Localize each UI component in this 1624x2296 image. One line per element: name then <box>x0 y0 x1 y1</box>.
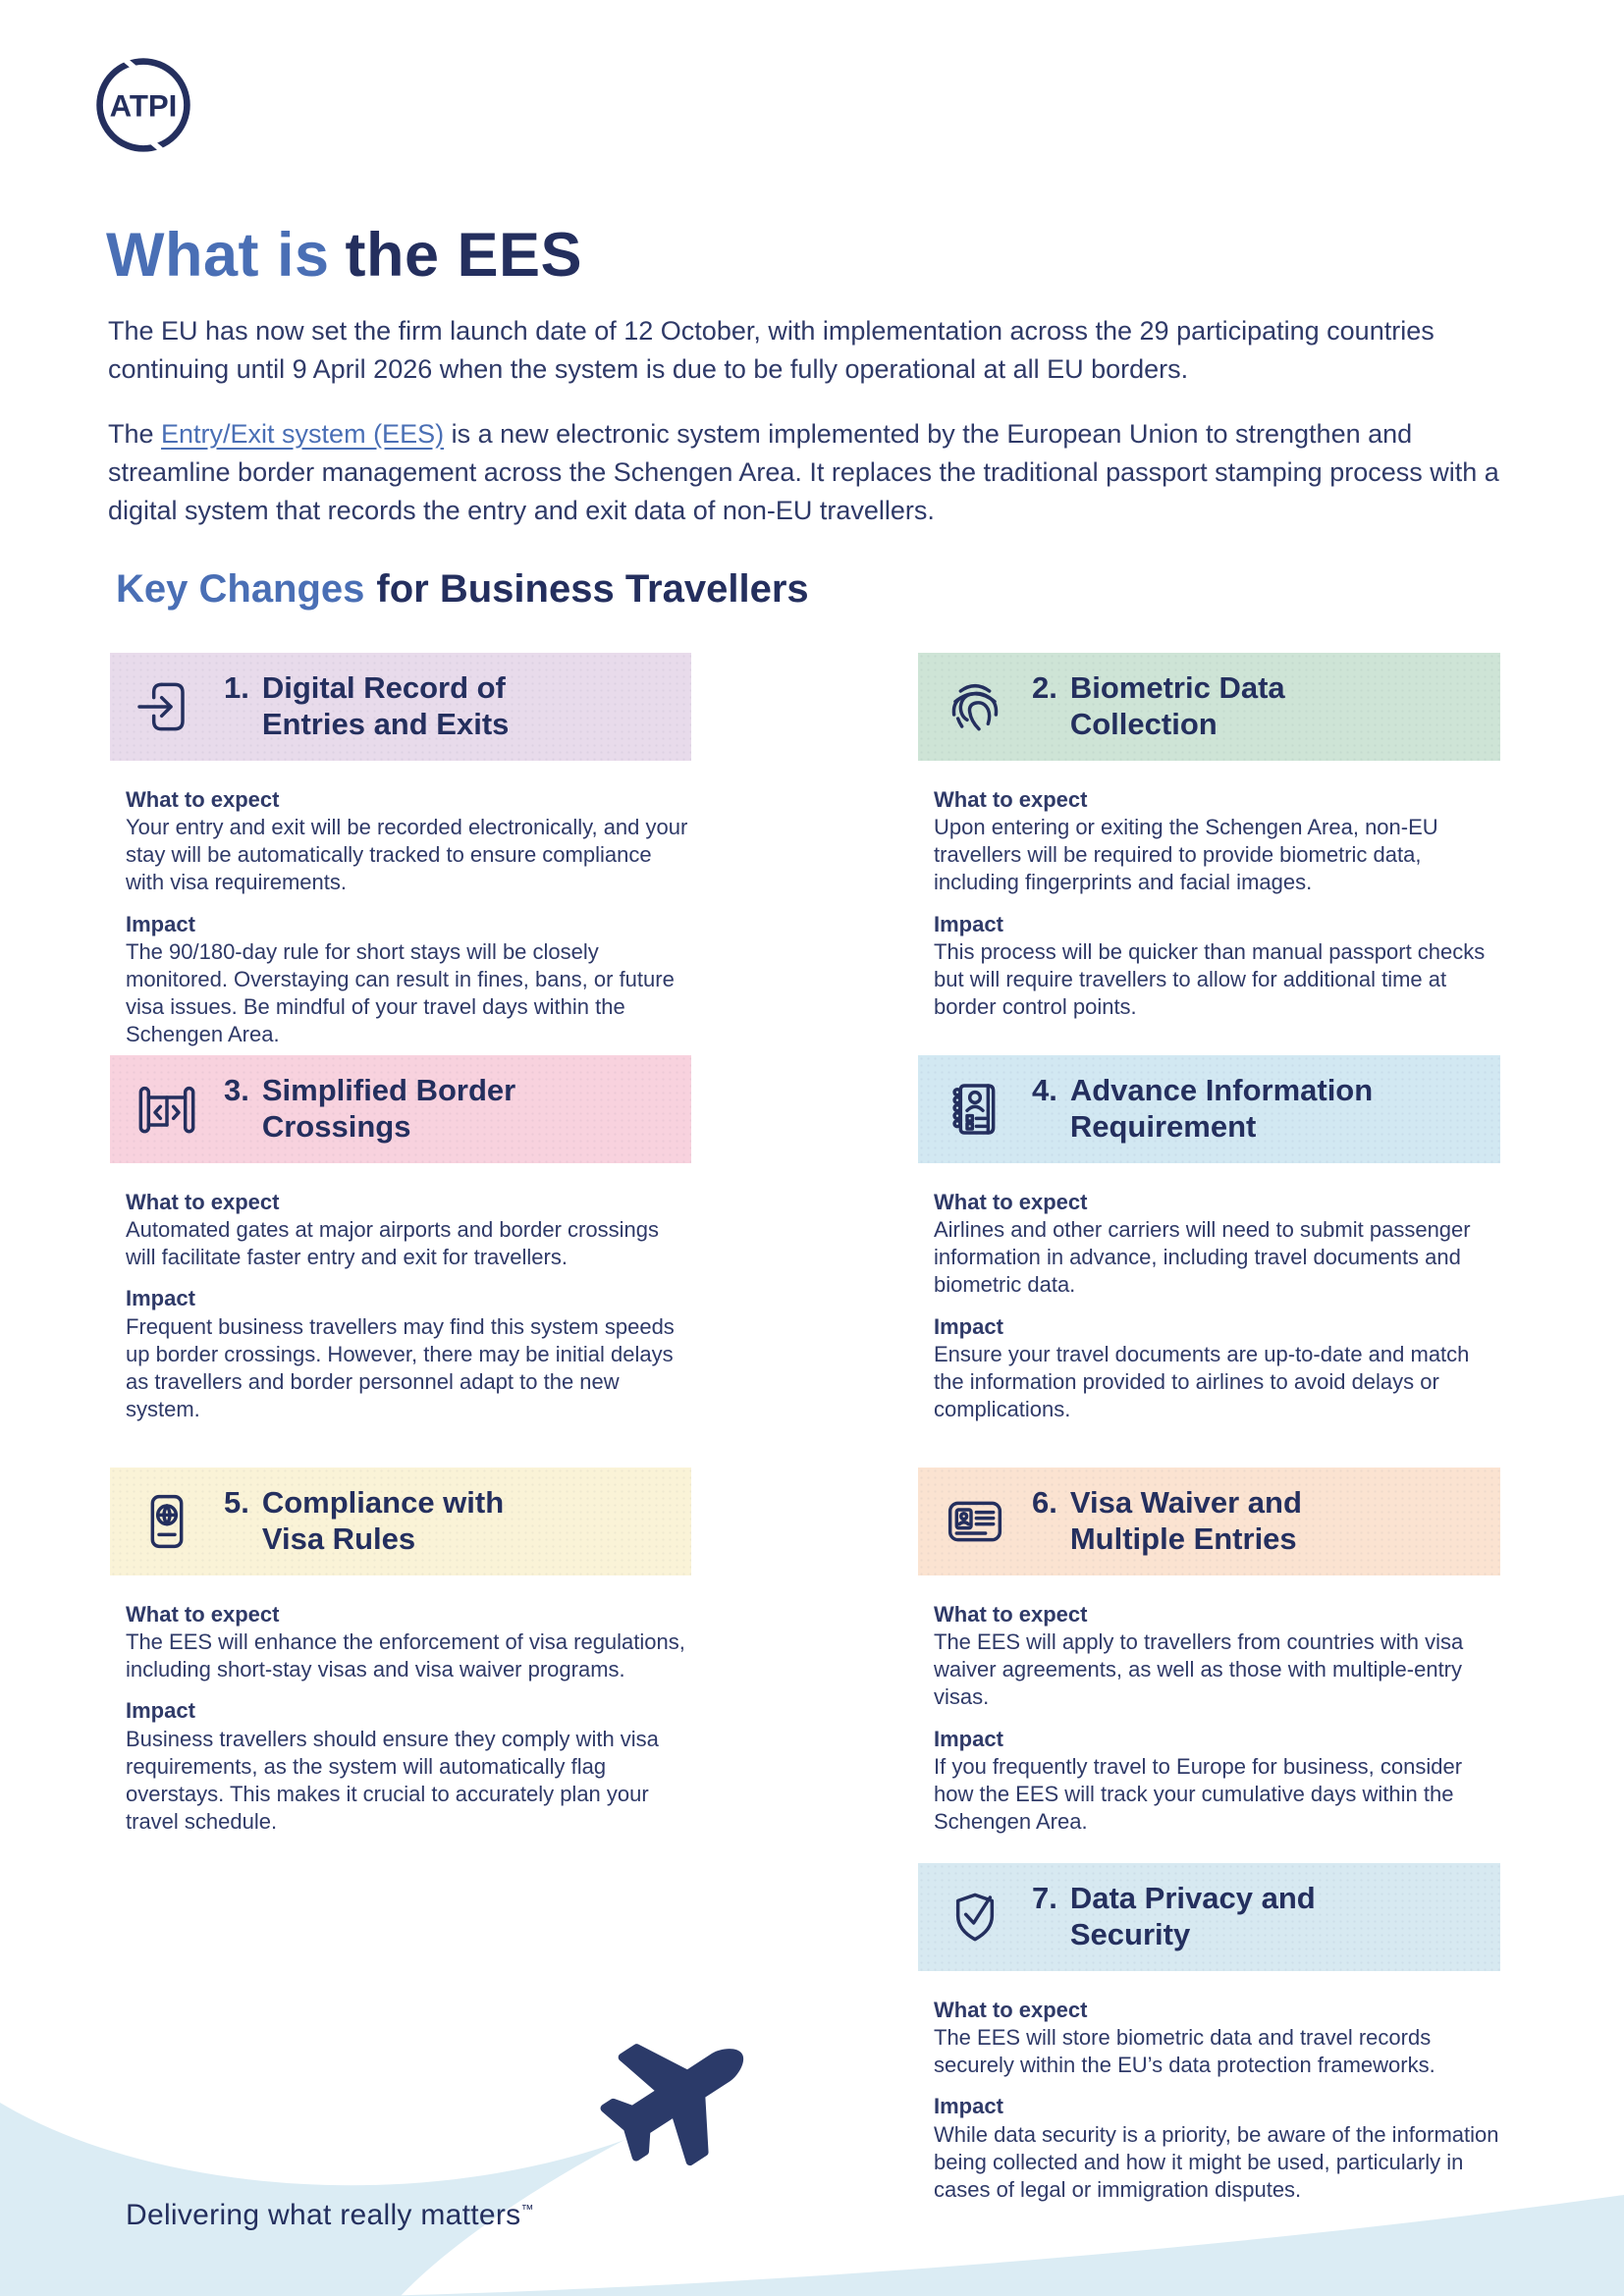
expect-text: The EES will store biometric data and travel records securely within the EU’s data protection frameworks. <box>934 2025 1435 2078</box>
intro2-prefix: The <box>108 418 162 449</box>
card-advance-information <box>918 1055 1500 1468</box>
expect-text: Automated gates at major airports and border crossings will facilitate faster entry and exit for travellers. <box>126 1217 659 1270</box>
tagline-text: Delivering what really matters <box>126 2199 521 2231</box>
card-body <box>110 1601 691 1863</box>
card-title <box>224 670 509 742</box>
expect-text: Airlines and other carriers will need to submit passenger information in advance, including travel documents and biometric data. <box>934 1217 1471 1298</box>
card-title-line: Visa Waiver and <box>1069 1485 1302 1521</box>
intro-section <box>108 312 1534 556</box>
card-visa-waiver <box>918 1468 1500 1863</box>
card-title <box>1032 670 1285 742</box>
card-title-line: Security <box>1069 1917 1191 1951</box>
card-header <box>918 1863 1500 1971</box>
atpi-logo <box>92 53 194 157</box>
impact-text: Ensure your travel documents are up-to-date and match the information provided to airlines to avoid delays or complications. <box>934 1341 1470 1422</box>
card-header <box>110 1055 691 1163</box>
ees-link[interactable]: Entry/Exit system (EES) <box>161 418 445 449</box>
card-title-line: Compliance with <box>261 1485 505 1521</box>
id-card-icon <box>944 1490 1006 1553</box>
impact-text: Business travellers should ensure they comply with visa requirements, as the system will automatically flag overstays. This makes it crucial to accurately plan your travel schedule. <box>126 1726 659 1835</box>
card-compliance-visa <box>110 1468 691 1863</box>
expect-label: What to expect <box>126 1602 280 1627</box>
card-title-line: Entries and Exits <box>261 707 510 741</box>
card-title-line: Requirement <box>1069 1109 1257 1144</box>
expect-label: What to expect <box>934 1998 1088 2022</box>
trademark-symbol: ™ <box>520 2202 534 2216</box>
border-gates-icon <box>135 1078 198 1141</box>
card-body <box>110 786 691 1055</box>
login-icon <box>135 675 198 738</box>
card-simplified-border <box>110 1055 691 1468</box>
card-title <box>224 1485 504 1557</box>
tagline <box>126 2199 534 2232</box>
impact-label: Impact <box>126 1286 195 1311</box>
expect-label: What to expect <box>934 1602 1088 1627</box>
card-title <box>224 1073 515 1145</box>
card-number: 5. <box>224 1485 249 1521</box>
impact-label: Impact <box>126 1698 195 1724</box>
impact-text: The 90/180-day rule for short stays will be closely monitored. Overstaying can result in fines, bans, or future visa issues. Be mindful of your travel days within the Schengen Area. <box>126 938 675 1047</box>
cards-column-right <box>918 653 1500 2217</box>
card-title <box>1032 1881 1316 1952</box>
card-title-line: Advance Information <box>1069 1073 1374 1108</box>
page-title-accent: What is <box>106 221 330 290</box>
card-title-line: Collection <box>1069 707 1218 741</box>
cards-column-left <box>110 653 691 1863</box>
impact-text: This process will be quicker than manual passport checks but will require travellers to allow for additional time at border control points. <box>934 938 1486 1020</box>
card-number: 2. <box>1032 670 1057 706</box>
expect-text: Upon entering or exiting the Schengen Area, non-EU travellers will be required to provide biometric data, including fingerprints and facial images. <box>934 815 1438 895</box>
impact-text: While data security is a priority, be aware of the information being collected and how it might be used, particularly in cases of legal or immigration disputes. <box>934 2121 1499 2202</box>
atpi-logo-text: ATPI <box>109 88 178 124</box>
passport-icon <box>135 1490 198 1553</box>
bottom-wave-shape <box>373 2195 1624 2296</box>
expect-label: What to expect <box>934 787 1088 812</box>
card-number: 7. <box>1032 1881 1057 1916</box>
atpi-logo-circle <box>92 53 194 157</box>
card-body <box>918 1601 1500 1863</box>
expect-label: What to expect <box>126 1190 280 1214</box>
impact-label: Impact <box>934 1313 1003 1339</box>
expect-label: What to expect <box>934 1190 1088 1214</box>
impact-text: If you frequently travel to Europe for business, consider how the EES will track your cumulative days within the Schengen Area. <box>934 1753 1463 1835</box>
section-heading-accent: Key Changes <box>116 567 365 611</box>
cards-grid <box>110 653 1500 2217</box>
intro2-suffix: is a new electronic system implemented by the European Union to strengthen and streamline border management across the Schengen Area. It replaces the traditional passport stamping process with a digital system that records the entry and exit data of non-EU travellers. <box>108 418 1499 525</box>
card-title-line: Crossings <box>261 1109 411 1144</box>
page-title-rest: the EES <box>345 221 583 290</box>
card-header <box>918 653 1500 761</box>
card-number: 4. <box>1032 1073 1057 1108</box>
page-title <box>106 220 582 291</box>
card-body <box>918 786 1500 1055</box>
bottom-art <box>0 2056 1624 2296</box>
card-header <box>110 653 691 761</box>
card-number: 1. <box>224 670 249 706</box>
expect-text: Your entry and exit will be recorded electronically, and your stay will be automatically tracked to ensure compliance with visa requirements. <box>126 815 688 895</box>
contact-book-icon <box>944 1078 1006 1141</box>
card-number: 3. <box>224 1073 249 1108</box>
card-body <box>110 1189 691 1468</box>
card-digital-record <box>110 653 691 1055</box>
impact-label: Impact <box>934 2094 1003 2119</box>
section-heading <box>116 567 809 612</box>
card-header <box>918 1055 1500 1163</box>
card-title-line: Biometric Data <box>1069 670 1285 706</box>
card-header <box>110 1468 691 1575</box>
card-header <box>918 1468 1500 1575</box>
card-title-line: Visa Rules <box>261 1522 416 1556</box>
intro-paragraph-1: The EU has now set the firm launch date of 12 October, with implementation across the 29 participating countries continuing until 9 April 2026 when the system is due to be fully operational at all EU borders. <box>108 316 1435 384</box>
expect-label: What to expect <box>126 787 280 812</box>
fingerprint-icon <box>944 675 1006 738</box>
card-title-line: Digital Record of <box>261 670 506 706</box>
card-biometric-data <box>918 653 1500 1055</box>
shield-check-icon <box>944 1886 1006 1949</box>
card-title-line: Data Privacy and <box>1069 1881 1316 1916</box>
impact-label: Impact <box>934 1726 1003 1751</box>
card-title-line: Simplified Border <box>261 1073 516 1108</box>
card-number: 6. <box>1032 1485 1057 1521</box>
impact-text: Frequent business travellers may find this system speeds up border crossings. However, there may be initial delays as travellers and border personnel adapt to the new system. <box>126 1313 675 1422</box>
impact-label: Impact <box>126 911 195 936</box>
expect-text: The EES will enhance the enforcement of visa regulations, including short-stay visas and visa waiver programs. <box>126 1629 685 1682</box>
card-body <box>918 1189 1500 1468</box>
card-title <box>1032 1073 1373 1145</box>
section-heading-rest: for Business Travellers <box>376 567 809 611</box>
card-title-line: Multiple Entries <box>1069 1522 1297 1556</box>
intro-paragraph-2 <box>108 415 1534 530</box>
card-title <box>1032 1485 1302 1557</box>
impact-label: Impact <box>934 911 1003 936</box>
expect-text: The EES will apply to travellers from countries with visa waiver agreements, as well as those with multiple-entry visas. <box>934 1629 1464 1710</box>
